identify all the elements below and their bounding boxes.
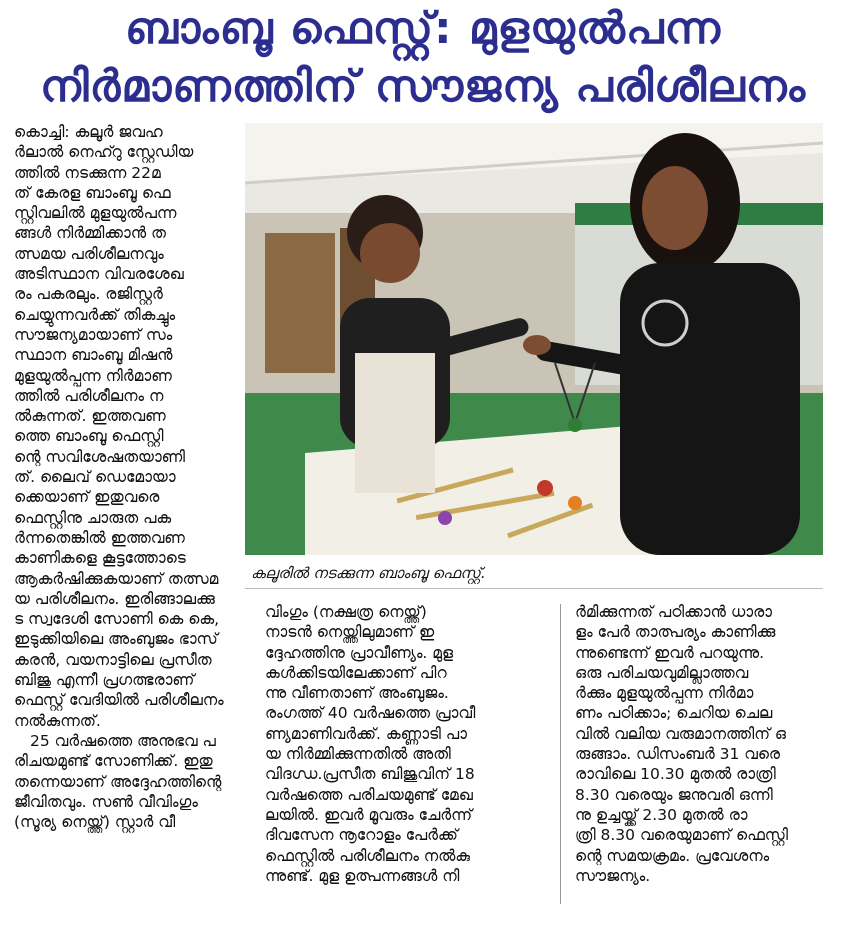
photo-caption: കലൂരിൽ നടക്കുന്ന ബാംബൂ ഫെസ്റ്റ്. (245, 557, 823, 589)
article-paragraph: വിംഗും (നക്ഷത്ര നെയ്ത്ത്) നാടൻ നെയ്ത്തിലുമാണ് ഇ ദ്ദേഹത്തിനു പ്രാവീണ്യം. മുള കൾക്കിടയിലേക്കാണ് പിറ ന്നു വീണതാണ് അംബുജം. രംഗത്ത് 40 വർഷത്തെ പ്രാവീ ണ്യമാണിവർക്ക്. കണ്ണാടി പാ യ നിർമ്മിക്കുന്നതിൽ അതി വിദഗ്ധ.പ്രസീത ബിജുവിന് 18 വർഷത്തെ പരിചയമുണ്ട് മേഖ ലയിൽ. ഇവർ മൂവരും ചേർന്ന് ദിവസേന നൂറോളം പേർക്ക് ഫെസ്റ്റിൽ പരിശീലനം നൽകു ന്നുണ്ട്. മുള ഉത്പന്നങ്ങൾ നി (265, 603, 476, 885)
article-column-2 (265, 602, 555, 886)
article-column-1 (14, 122, 246, 832)
news-photo (245, 123, 823, 555)
headline-line-1: ബാംബൂ ഫെസ്റ്റ്: മുളയുൽപന്ന (124, 3, 721, 54)
article-paragraph: കൊച്ചി: കലൂർ ജവഹ ർലാൽ നെഹ്റു സ്റ്റേഡിയ ത്തിൽ നടക്കുന്ന 22മ ത് കേരള ബാംബൂ ഫെ സ്റ്റിവലിൽ മുളയുൽപന്ന ങ്ങൾ നിർമ്മിക്കാൻ ത ത്സമയ പരിശീലനവും അടിസ്ഥാന വിവരശേഖ രം പകരലും. രജിസ്റ്റർ ചെയ്യുന്നവർക്ക് തികച്ചും സൗജന്യമായാണ് സം സ്ഥാന ബാംബൂ മിഷൻ മുളയുൽപ്പന്ന നിർമാണ ത്തിൽ പരിശീലനം ന ൽകുന്നത്. ഇത്തവണ ത്തെ ബാംബൂ ഫെസ്റ്റി ന്റെ സവിശേഷതയാണി ത്. ലൈവ് ഡെമോയാ ക്കെയാണ് ഇതുവരെ ഫെസ്റ്റിനു ചാരുത പക ർന്നതെങ്കിൽ ഇത്തവണ കാണികളെ കൂട്ടത്തോടെ ആകർഷിക്കുകയാണ് തത്സമ യ പരിശീലനം. ഇരിങ്ങാലക്കു ട സ്വദേശി സോണി കെ കെ, ഇടുക്കിയിലെ അംബുജം ഭാസ് കരൻ, വയനാട്ടിലെ പ്രസീത ബിജു എന്നീ പ്രഗത്ഭരാണ് ഫെസ്റ്റ് വേദിയിൽ പരിശീലനം നൽകുന്നത്. (14, 123, 224, 730)
column-divider (560, 604, 561, 904)
article-paragraph: 25 വർഷത്തെ അനുഭവ പ രിചയമുണ്ട് സോണിക്ക്. ഇതു തന്നെയാണ് അദ്ദേഹത്തിന്റെ ജീവിതവും. സൺ വീവിംഗും (സൂര്യ നെയ്ത്ത്) സ്റ്റാർ വീ (14, 731, 222, 832)
headline-line-2: നിർമാണത്തിന് സൗജന്യ പരിശീലനം (39, 61, 807, 112)
article-paragraph: ർമിക്കുന്നത് പഠിക്കാൻ ധാരാ ളം പേർ താത്പര്യം കാണിക്കു ന്നുണ്ടെന്ന് ഇവർ പറയുന്നു. ഒരു പരിചയവുമില്ലാത്തവ ർക്കും മുളയുൽപ്പന്ന നിർമാ ണം പഠിക്കാം; ചെറിയ ചെല വിൽ വലിയ വരുമാനത്തിന് ഒ രുങ്ങാം. ഡിസംബർ 31 വരെ രാവിലെ 10.30 മുതൽ രാത്രി 8.30 വരെയും ജനുവരി ഒന്നി നു ഉച്ചയ്ക്ക് 2.30 മുതൽ രാ ത്രി 8.30 വരെയുമാണ് ഫെസ്റ്റി ന്റെ സമയക്രമം. പ്രവേശനം സൗജന്യം. (575, 603, 789, 885)
article-column-3 (575, 602, 825, 886)
photo-illustration (245, 123, 823, 555)
headline (0, 0, 846, 116)
